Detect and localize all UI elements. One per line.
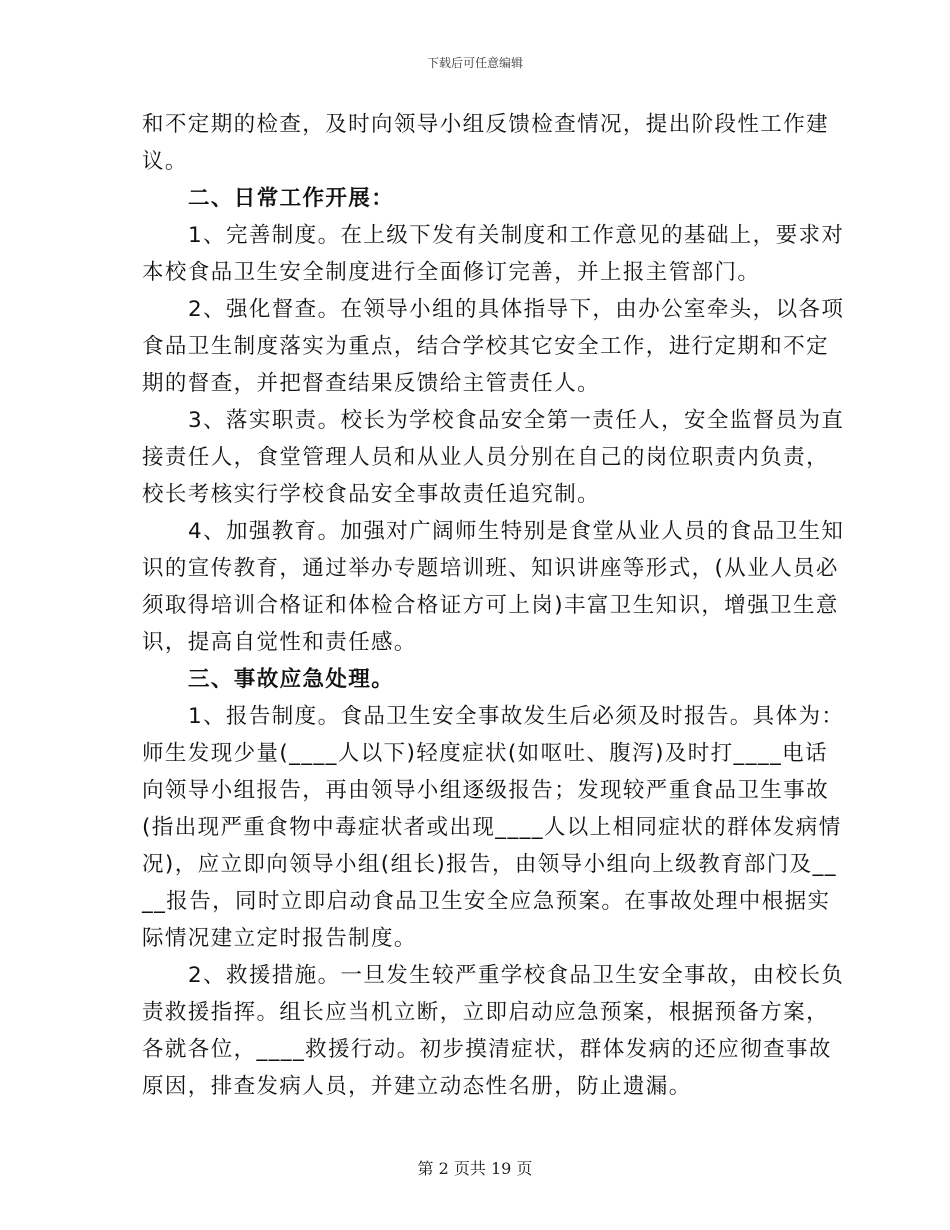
paragraph-first-line: 1、完善制度。在上级下发有关制度和工作意见的基础上，要求对: [188, 223, 845, 248]
paragraph-first-line: 2、强化督查。在领导小组的具体指导下，由办公室牵头，以各项: [188, 297, 845, 322]
paragraph-line: 接责任人，食堂管理人员和从业人员分别在自己的岗位职责内负责，: [142, 445, 830, 470]
paragraph-line: 况)，应立即向领导小组(组长)报告，由领导小组向上级教育部门及__: [142, 852, 837, 877]
paragraph-first-line: 3、落实职责。校长为学校食品安全第一责任人，安全监督员为直: [188, 408, 845, 433]
paragraph-first-line: 4、加强教育。加强对广阔师生特别是食堂从业人员的食品卫生知: [188, 519, 845, 544]
paragraph-line: 识的宣传教育，通过举办专题培训班、知识讲座等形式，(从业人员必: [142, 556, 839, 581]
paragraph-line: 议。: [142, 149, 188, 174]
paragraph-line: 向领导小组报告，再由领导小组逐级报告；发现较严重食品卫生事故: [142, 778, 830, 803]
paragraph-line: 须取得培训合格证和体检合格证方可上岗)丰富卫生知识，增强卫生意: [142, 593, 839, 618]
paragraph-line: 和不定期的检查，及时向领导小组反馈检查情况，提出阶段性工作建: [142, 112, 830, 137]
paragraph-first-line: 2、救援措施。一旦发生较严重学校食品卫生安全事故，由校长负: [188, 963, 845, 988]
paragraph-line: 识，提高自觉性和责任感。: [142, 630, 417, 655]
paragraph-line: 际情况建立定时报告制度。: [142, 926, 417, 951]
section-heading: 二、日常工作开展：: [188, 186, 395, 211]
paragraph-first-line: 1、报告制度。食品卫生安全事故发生后必须及时报告。具体为：: [188, 704, 845, 729]
section-heading: 三、事故应急处理。: [188, 667, 395, 692]
paragraph-line: __报告，同时立即启动食品卫生安全应急预案。在事故处理中根据实: [142, 889, 831, 914]
paragraph-line: (指出现严重食物中毒症状者或出现____人以上相同症状的群体发病情: [142, 815, 842, 840]
paragraph-line: 原因，排查发病人员，并建立动态性名册，防止遗漏。: [142, 1074, 692, 1099]
document-body: [142, 106, 845, 1105]
paragraph-line: 校长考核实行学校食品安全事故责任追究制。: [142, 482, 601, 507]
page-footer: 第 2 页共 19 页: [417, 1159, 533, 1178]
paragraph-line: 食品卫生制度落实为重点，结合学校其它安全工作，进行定期和不定: [142, 334, 830, 359]
page-header: 下载后可任意编辑: [426, 56, 523, 70]
paragraph-line: 期的督查，并把督查结果反馈给主管责任人。: [142, 371, 601, 396]
paragraph-line: 师生发现少量(____人以下)轻度症状(如呕吐、腹泻)及时打____电话: [142, 741, 828, 766]
paragraph-line: 本校食品卫生安全制度进行全面修订完善，并上报主管部门。: [142, 260, 761, 285]
paragraph-line: 各就各位，____救援行动。初步摸清症状，群体发病的还应彻查事故: [142, 1037, 832, 1062]
paragraph-line: 责救援指挥。组长应当机立断，立即启动应急预案，根据预备方案，: [142, 1000, 830, 1025]
